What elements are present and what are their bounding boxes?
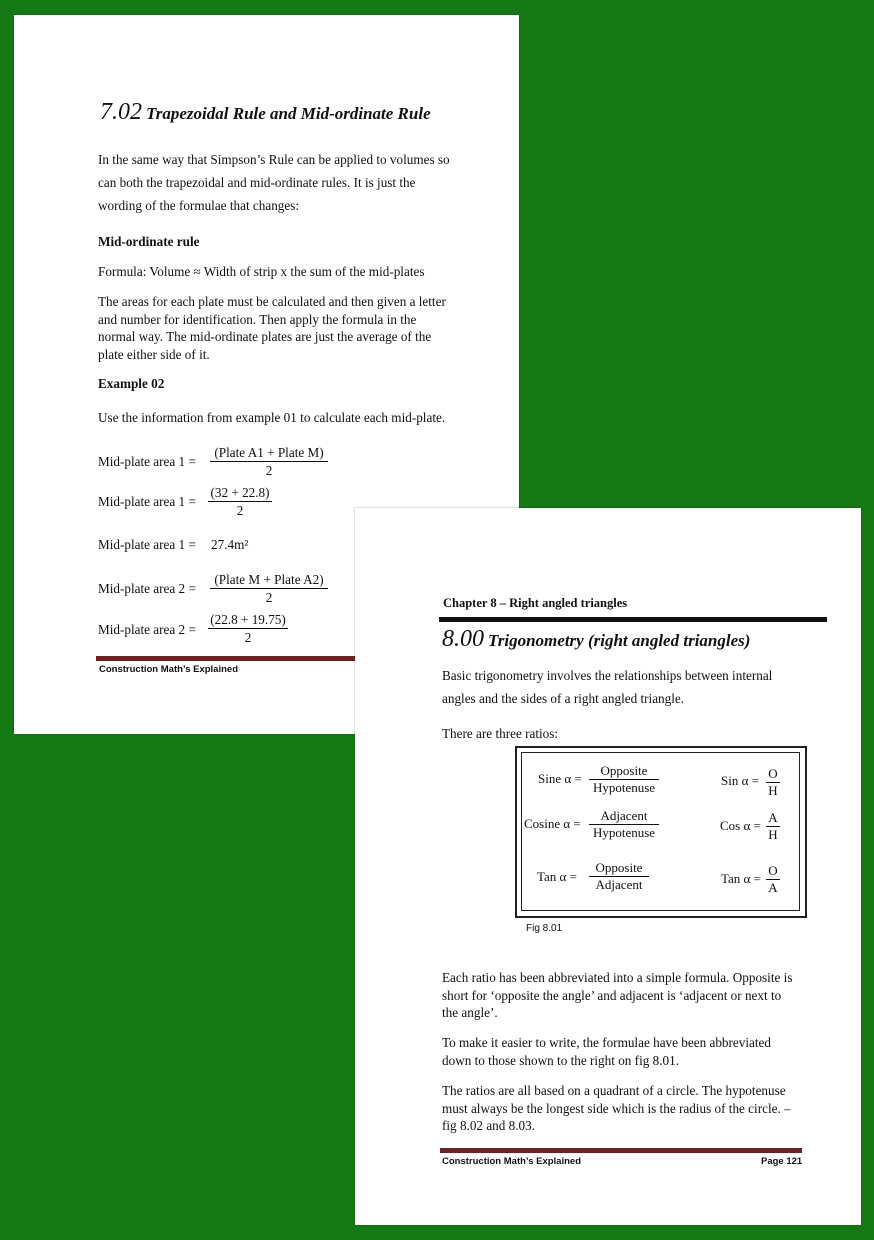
footer-rule (440, 1148, 802, 1153)
intro-paragraph (442, 664, 842, 710)
ratio-name: Cosine α = (524, 816, 581, 831)
paragraph-quadrant (442, 1082, 852, 1135)
formula-line: Formula: Volume ≈ Width of strip x the sum of the mid-plates (98, 264, 425, 279)
section-title: Trigonometry (right angled triangles) (488, 631, 751, 650)
paragraph-easier-writing (442, 1034, 852, 1069)
chapter-rule (439, 617, 827, 622)
example-text: Use the information from example 01 to calculate each mid-plate. (98, 410, 446, 425)
text-line: The ratios are all based on a quadrant of a circle. The hypotenuse (442, 1083, 786, 1098)
document-page-right (355, 508, 861, 1225)
fraction-numerator: (Plate M + Plate A2) (210, 571, 328, 589)
footer-title: Construction Math’s Explained (442, 1156, 581, 1167)
fraction (210, 571, 328, 606)
ratio-short-name: Tan α = (721, 871, 761, 886)
text-line: wording of the formulae that changes: (98, 198, 300, 213)
section-heading (100, 99, 431, 126)
section-title: Trapezoidal Rule and Mid-ordinate Rule (146, 104, 431, 123)
ratio-fraction (589, 808, 659, 841)
fraction-denominator: 2 (265, 463, 273, 478)
fraction (210, 444, 328, 479)
fraction-denominator: A (768, 880, 778, 895)
ratio-short-name: Cos α = (720, 818, 761, 833)
ratio-short-fraction (766, 863, 780, 896)
fraction-denominator: 2 (236, 503, 244, 518)
section-number: 8.00 (442, 626, 484, 652)
explanation-paragraph (98, 293, 518, 363)
fraction-denominator: H (768, 827, 778, 842)
fraction (208, 484, 272, 519)
fraction-numerator: (22.8 + 19.75) (208, 611, 288, 629)
text-line: plate either side of it. (98, 346, 210, 362)
fraction-numerator: O (766, 863, 780, 880)
fraction-denominator: Hypotenuse (592, 825, 656, 840)
text-line: must always be the longest side which is the radius of the circle. – (442, 1100, 791, 1116)
ratio-short-name: Sin α = (721, 773, 759, 788)
text-line: short for ‘opposite the angle’ and adjacent is ‘adjacent or next to (442, 987, 782, 1003)
fraction-numerator: O (766, 766, 780, 783)
text-line: Basic trigonometry involves the relationships between internal (442, 668, 773, 683)
fraction (208, 611, 288, 646)
intro-paragraph (98, 148, 518, 217)
equation-label: Mid-plate area 2 = (98, 581, 196, 596)
text-line: can both the trapezoidal and mid-ordinate rules. It is just the (98, 175, 416, 190)
fraction-numerator: Opposite (589, 860, 649, 877)
text-line: down to those shown to the right on fig 8.01. (442, 1052, 679, 1068)
fraction-numerator: (32 + 22.8) (208, 484, 272, 502)
fraction-numerator: Opposite (589, 763, 659, 780)
figure-caption: Fig 8.01 (526, 923, 563, 934)
fraction-numerator: A (766, 810, 780, 827)
text-line: normal way. The mid-ordinate plates are just the average of the (98, 329, 432, 344)
equation-label: Mid-plate area 1 = (98, 454, 196, 469)
paragraph-abbreviations (442, 969, 852, 1022)
text-line: Each ratio has been abbreviated into a simple formula. Opposite is (442, 970, 793, 985)
text-line: To make it easier to write, the formulae have been abbreviated (442, 1035, 771, 1050)
footer-title: Construction Math’s Explained (99, 664, 238, 675)
ratio-fraction (589, 860, 649, 893)
ratio-name: Sine α = (538, 771, 582, 786)
page-number: Page 121 (761, 1156, 803, 1167)
footer-rule (96, 656, 356, 661)
ratio-short-fraction (766, 766, 780, 799)
fraction-denominator: Hypotenuse (592, 780, 656, 795)
ratio-name: Tan α = (537, 869, 577, 884)
equation-label: Mid-plate area 1 = (98, 537, 196, 552)
text-line: and number for identification. Then apply the formula in the (98, 311, 417, 327)
ratios-intro: There are three ratios: (442, 726, 559, 741)
fraction-denominator: 2 (244, 630, 252, 645)
fraction-denominator: H (768, 783, 778, 798)
text-line: The areas for each plate must be calculated and then given a letter (98, 294, 446, 309)
ratio-short-fraction (766, 810, 780, 843)
text-line: fig 8.02 and 8.03. (442, 1118, 536, 1133)
fraction-denominator: Adjacent (595, 877, 643, 892)
example-heading: Example 02 (98, 376, 165, 391)
text-line: the angle’. (442, 1005, 498, 1020)
ratio-fraction (589, 763, 659, 796)
chapter-heading: Chapter 8 – Right angled triangles (443, 596, 628, 610)
equation-label: Mid-plate area 1 = (98, 494, 196, 509)
section-number: 7.02 (100, 99, 142, 125)
text-line: In the same way that Simpson’s Rule can be applied to volumes so (98, 152, 450, 167)
text-line: angles and the sides of a right angled triangle. (442, 691, 685, 706)
subheading: Mid-ordinate rule (98, 234, 200, 249)
fraction-numerator: (Plate A1 + Plate M) (210, 444, 328, 462)
equation-label: Mid-plate area 2 = (98, 622, 196, 637)
section-heading (442, 626, 750, 653)
fraction-denominator: 2 (265, 590, 273, 605)
fraction-numerator: Adjacent (589, 808, 659, 825)
equation-result: 27.4m² (211, 537, 249, 552)
